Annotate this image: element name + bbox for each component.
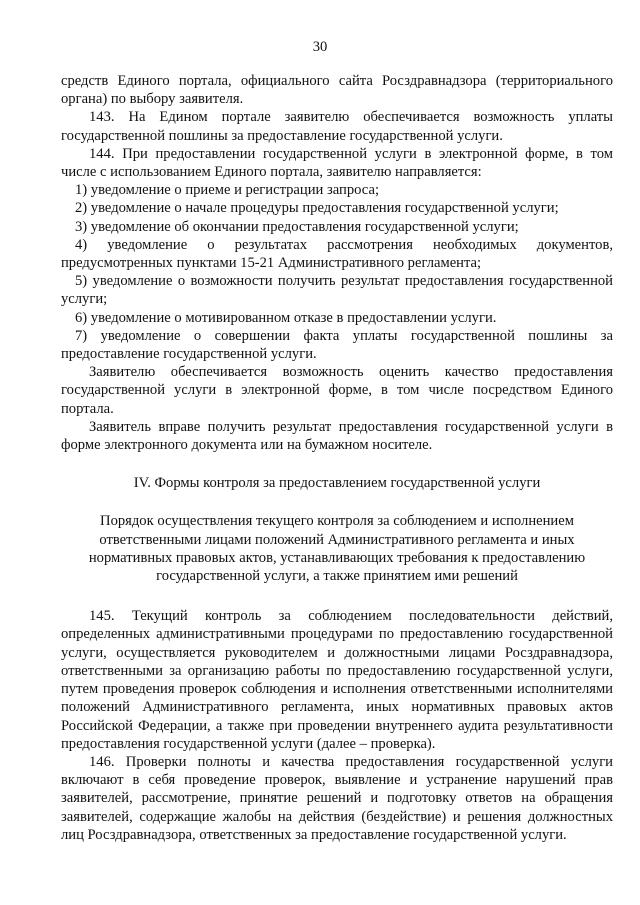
- paragraph-result: Заявитель вправе получить результат предоставления государственной услуги в форме электронного документа или на бумажном носителе.: [61, 418, 613, 454]
- list-item-4: 4) уведомление о результатах рассмотрения необходимых документов, предусмотренных пунктами 15-21 Административного регламента;: [61, 236, 613, 272]
- paragraph-144: 144. При предоставлении государственной услуги в электронной форме, в том числе с использованием Единого портала, заявителю направляется:: [61, 145, 613, 181]
- page-content: [61, 72, 613, 844]
- subheading-line-1: Порядок осуществления текущего контроля за соблюдением и исполнением: [100, 513, 574, 530]
- page-number: 30: [312, 39, 328, 55]
- paragraph-145: 145. Текущий контроль за соблюдением последовательности действий, определенных административными процедурами по предоставлению государственной услуги, осуществляется руководителем и должностными лицами Росздравнадзора, ответственными за организацию работы по предоставлению государственной услуги, путем проведения проверок соблюдения и исполнения ответственными исполнителями положений Административного регламента, иных нормативных правовых актов Российской Федерации, а также при проведении внутреннего аудита результативности предоставления государственной услуги (далее – проверка).: [61, 608, 613, 752]
- list-item-1: 1) уведомление о приеме и регистрации запроса;: [75, 182, 379, 199]
- section-subheading: [61, 512, 613, 585]
- list-item-3: 3) уведомление об окончании предоставления государственной услуги;: [75, 218, 519, 235]
- list-item-7: 7) уведомление о совершении факта уплаты государственной пошлины за предоставление государственной услуги.: [61, 327, 613, 363]
- subheading-line-4: государственной услуги, а также принятием ими решений: [156, 568, 518, 585]
- list-item-6: 6) уведомление о мотивированном отказе в предоставлении услуги.: [75, 309, 497, 326]
- section-heading: IV. Формы контроля за предоставлением государственной услуги: [133, 475, 541, 492]
- paragraph-143: 143. На Едином портале заявителю обеспечивается возможность уплаты государственной пошлины за предоставление государственной услуги.: [61, 109, 613, 144]
- subheading-line-2: ответственными лицами положений Административного регламента и иных: [99, 531, 575, 548]
- paragraph-146: 146. Проверки полноты и качества предоставления государственной услуги включают в себя проведение проверок, выявление и устранение нарушений прав заявителей, рассмотрение, принятие решений и подготовку ответов на обращения заявителей, содержащие жалобы на действия (бездействие) и решения должностных лиц Росздравнадзора, ответственных за предоставление государственной услуги.: [61, 753, 613, 843]
- list-item-2: 2) уведомление о начале процедуры предоставления государственной услуги;: [75, 200, 559, 217]
- list-item-5: 5) уведомление о возможности получить результат предоставления государственной услуги;: [61, 273, 613, 308]
- subheading-line-3: нормативных правовых актов, устанавливающих требования к предоставлению: [88, 549, 586, 566]
- paragraph-quality: Заявителю обеспечивается возможность оценить качество предоставления государственной услуги в электронной форме, в том числе посредством Единого портала.: [61, 364, 613, 417]
- paragraph-continuation: средств Единого портала, официального сайта Росздравнадзора (территориального органа) по выбору заявителя.: [61, 73, 613, 108]
